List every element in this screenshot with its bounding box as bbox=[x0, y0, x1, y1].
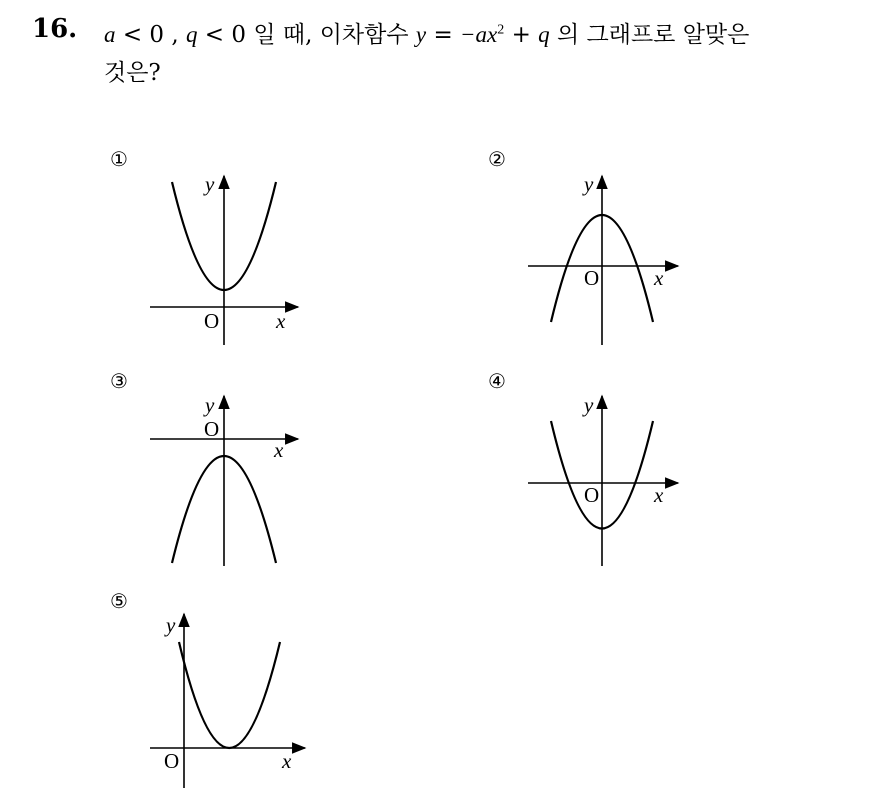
graph-2-y-label: y bbox=[584, 172, 594, 196]
graph-3-x-label: x bbox=[274, 438, 284, 462]
graph-3-origin-label: O bbox=[204, 417, 220, 441]
graph-4[interactable] bbox=[528, 393, 678, 566]
choice-5-marker[interactable]: ⑤ bbox=[110, 589, 128, 613]
var-a: a bbox=[104, 22, 116, 47]
eq-plus: + bbox=[511, 22, 531, 48]
eq-equals: = bbox=[433, 22, 453, 48]
choice-4-marker[interactable]: ④ bbox=[488, 369, 506, 393]
graph-3[interactable] bbox=[150, 393, 298, 566]
choice-3-marker[interactable]: ③ bbox=[110, 369, 128, 393]
tail-text: 의 그래프로 알맞은 bbox=[556, 22, 750, 48]
graph-4-origin-label: O bbox=[584, 483, 600, 507]
zero-value: 0 bbox=[149, 22, 165, 48]
less-than-sign: < bbox=[122, 22, 143, 48]
graph-4-x-label: x bbox=[654, 483, 664, 507]
question-text-line2: 것은? bbox=[104, 60, 161, 86]
graph-4-y-label: y bbox=[584, 393, 594, 417]
graph-3-y-label: y bbox=[205, 393, 215, 417]
graph-1-y-label: y bbox=[205, 172, 215, 196]
graph-5-y-label: y bbox=[166, 613, 176, 637]
graph-5-origin-label: O bbox=[164, 749, 180, 773]
eq-y: y bbox=[415, 22, 427, 47]
var-q: q bbox=[185, 22, 198, 47]
graph-5[interactable] bbox=[150, 613, 305, 788]
graph-1-x-label: x bbox=[276, 309, 286, 333]
graph-2[interactable] bbox=[528, 172, 678, 345]
graph-2-origin-label: O bbox=[584, 266, 600, 290]
eq-neg-ax-text: −ax bbox=[460, 22, 498, 47]
zero-value-2: 0 bbox=[231, 22, 247, 48]
graph-1-origin-label: O bbox=[204, 309, 220, 333]
choice-1-marker[interactable]: ① bbox=[110, 147, 128, 171]
question-number: 16. bbox=[32, 14, 78, 44]
graph-5-x-label: x bbox=[282, 749, 292, 773]
eq-q: q bbox=[538, 22, 550, 47]
choice-2-marker[interactable]: ② bbox=[488, 147, 506, 171]
less-than-sign-2: < bbox=[204, 22, 225, 48]
comma: , bbox=[171, 22, 179, 48]
graph-1[interactable] bbox=[150, 172, 298, 345]
eq-exponent: 2 bbox=[497, 22, 505, 38]
graph-2-x-label: x bbox=[654, 266, 664, 290]
graph-5-parabola bbox=[179, 642, 280, 748]
when-text: 일 때, 이차함수 bbox=[253, 22, 409, 48]
